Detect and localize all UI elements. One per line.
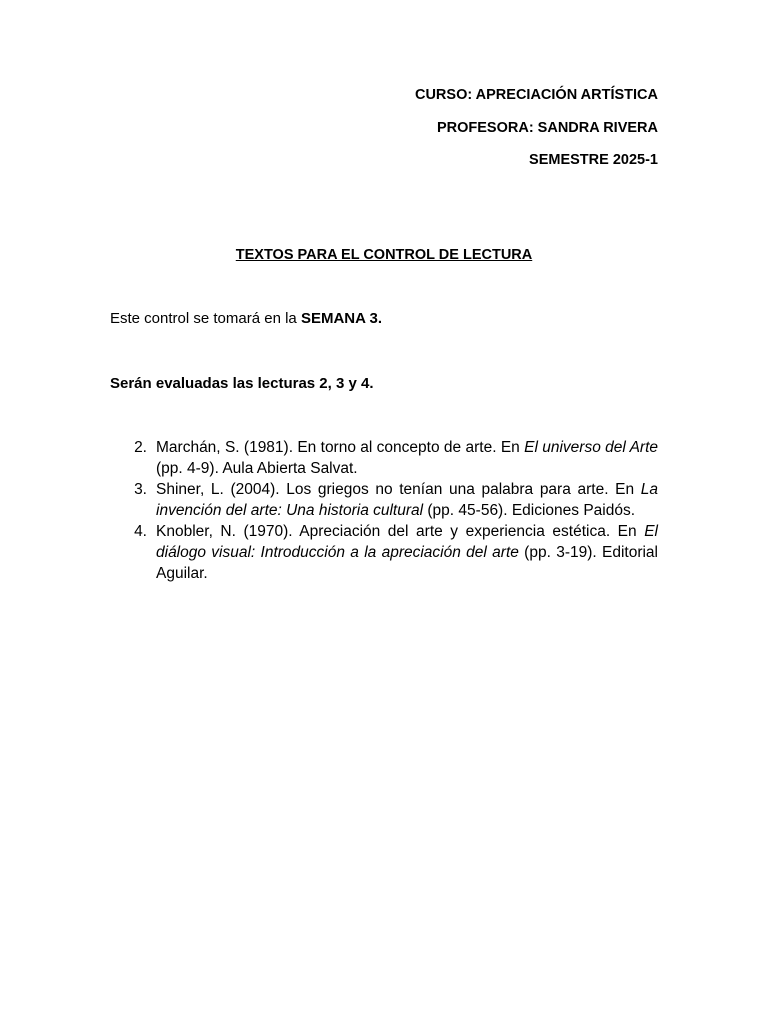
list-item [110,437,658,479]
list-item-number: 4. [134,523,147,540]
list-item [110,521,658,584]
readings-list [110,437,658,584]
reference-details: (pp. 3-19). Editorial Aguilar. [156,544,658,582]
document-title: TEXTOS PARA EL CONTROL DE LECTURA [235,247,533,263]
book-title: La invención del arte: Una historia cultural [156,481,658,519]
reference-details: (pp. 45-56). Ediciones Paidós. [423,502,636,519]
evaluated-readings-note: Serán evaluadas las lecturas 2, 3 y 4. [110,375,374,392]
list-item [110,479,658,521]
intro-week: SEMANA 3. [300,310,383,327]
intro-paragraph [110,310,658,327]
semester: SEMESTRE 2025-1 [529,152,658,168]
reference-details: (pp. 4-9). Aula Abierta Salvat. [156,460,358,477]
book-title: El diálogo visual: Introducción a la apreciación del arte [156,523,658,561]
course-name: CURSO: APRECIACIÓN ARTÍSTICA [414,87,658,103]
list-item-number: 3. [134,481,147,498]
reference-text: Shiner, L. (2004). Los griegos no tenían una palabra para arte. En [156,481,641,498]
reference-text: Knobler, N. (1970). Apreciación del arte y experiencia estética. En [156,523,645,540]
list-item-number: 2. [134,439,147,456]
book-title: El universo del Arte [524,439,659,456]
reference-text: Marchán, S. (1981). En torno al concepto de arte. En [156,439,525,456]
teacher-name: PROFESORA: SANDRA RIVERA [436,120,658,136]
intro-text: Este control se tomará en la [110,310,301,327]
